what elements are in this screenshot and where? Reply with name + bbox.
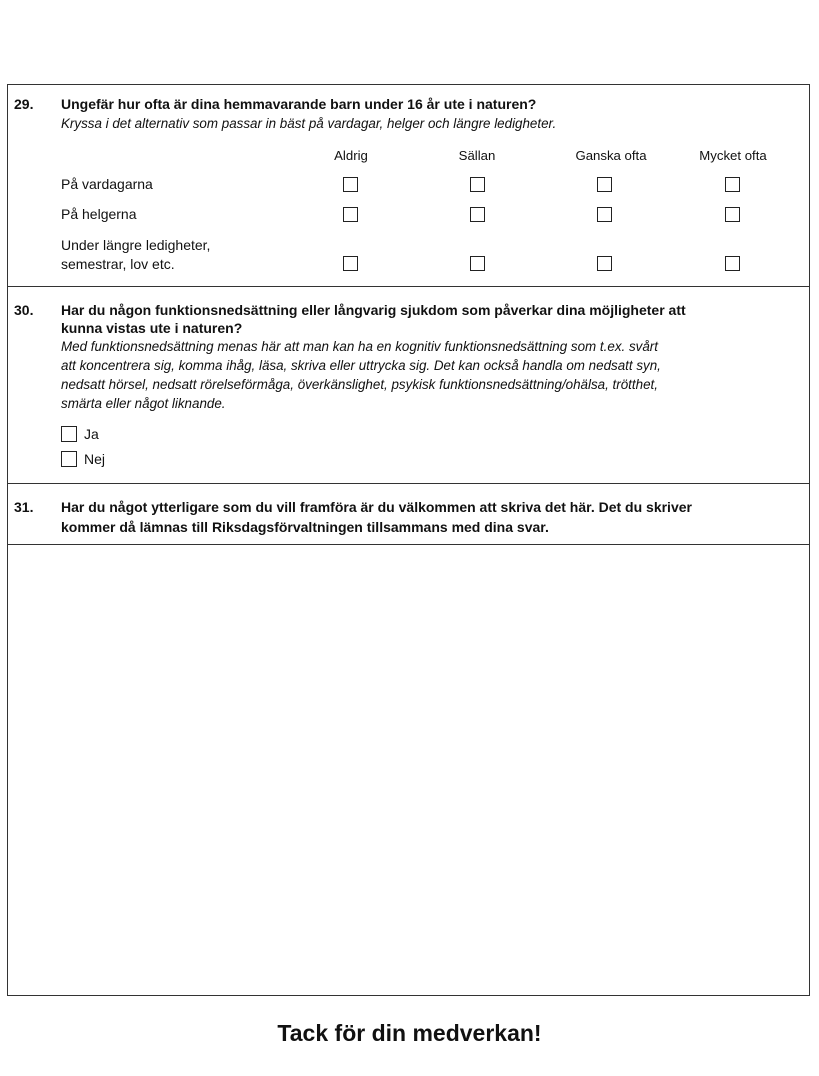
question-31-title-line1: Har du något ytterligare som du vill framföra är du välkommen att skriva det här. Det du skriver bbox=[61, 499, 692, 515]
checkbox-ledigheter-sallan[interactable] bbox=[470, 256, 485, 271]
column-header-aldrig: Aldrig bbox=[334, 148, 368, 163]
thank-you-message: Tack för din medverkan! bbox=[277, 1020, 542, 1046]
question-30-title-line1: Har du någon funktionsnedsättning eller långvarig sjukdom som påverkar dina möjligheter att bbox=[61, 302, 686, 318]
row-label-vardagarna: På vardagarna bbox=[61, 176, 153, 192]
column-header-sallan: Sällan bbox=[458, 148, 496, 163]
question-31-title-line2: kommer då lämnas till Riksdagsförvaltningen tillsammans med dina svar. bbox=[61, 519, 549, 535]
section-divider bbox=[8, 286, 809, 287]
checkbox-vardagarna-sallan[interactable] bbox=[470, 177, 485, 192]
column-header-ganska-ofta: Ganska ofta bbox=[575, 148, 647, 163]
column-header-mycket-ofta: Mycket ofta bbox=[699, 148, 767, 163]
option-ja-label: Ja bbox=[84, 426, 99, 442]
question-30-title-line2: kunna vistas ute i naturen? bbox=[61, 320, 243, 336]
option-ja[interactable] bbox=[61, 425, 99, 443]
row-label-semestrar: semestrar, lov etc. bbox=[61, 256, 175, 272]
free-text-answer-area[interactable] bbox=[8, 545, 809, 996]
checkbox-ledigheter-mycket-ofta[interactable] bbox=[725, 256, 740, 271]
question-30-number: 30. bbox=[14, 302, 34, 318]
checkbox-vardagarna-mycket-ofta[interactable] bbox=[725, 177, 740, 192]
question-30-hint-line4: smärta eller något liknande. bbox=[61, 396, 226, 411]
question-29-title: Ungefär hur ofta är dina hemmavarande barn under 16 år ute i naturen? bbox=[61, 96, 537, 112]
checkbox-vardagarna-aldrig[interactable] bbox=[343, 177, 358, 192]
checkbox-nej[interactable] bbox=[61, 451, 77, 467]
row-label-langre-ledigheter: Under längre ledigheter, bbox=[61, 237, 211, 253]
section-divider bbox=[8, 483, 809, 484]
survey-form bbox=[7, 84, 810, 996]
question-31-number: 31. bbox=[14, 499, 34, 515]
checkbox-ledigheter-ganska-ofta[interactable] bbox=[597, 256, 612, 271]
option-nej-label: Nej bbox=[84, 451, 106, 467]
checkbox-helgerna-aldrig[interactable] bbox=[343, 207, 358, 222]
question-29-hint: Kryssa i det alternativ som passar in bäst på vardagar, helger och längre ledigheter. bbox=[61, 116, 557, 131]
checkbox-vardagarna-ganska-ofta[interactable] bbox=[597, 177, 612, 192]
checkbox-helgerna-ganska-ofta[interactable] bbox=[597, 207, 612, 222]
question-30-hint-line1: Med funktionsnedsättning menas här att man kan ha en kognitiv funktionsnedsättning som t.ex. svårt bbox=[61, 339, 658, 354]
option-nej[interactable] bbox=[61, 450, 105, 468]
question-30-hint-line3: nedsatt hörsel, nedsatt rörelseförmåga, överkänslighet, psykisk funktionsnedsättning/ohälsa, trötthet, bbox=[61, 377, 658, 392]
row-label-helgerna: På helgerna bbox=[61, 206, 137, 222]
checkbox-helgerna-mycket-ofta[interactable] bbox=[725, 207, 740, 222]
question-30-hint-line2: att koncentrera sig, komma ihåg, läsa, skriva eller uttrycka sig. Det kan också handla om nedsatt syn, bbox=[61, 358, 661, 373]
checkbox-ja[interactable] bbox=[61, 426, 77, 442]
checkbox-helgerna-sallan[interactable] bbox=[470, 207, 485, 222]
question-29-number: 29. bbox=[14, 96, 34, 112]
checkbox-ledigheter-aldrig[interactable] bbox=[343, 256, 358, 271]
